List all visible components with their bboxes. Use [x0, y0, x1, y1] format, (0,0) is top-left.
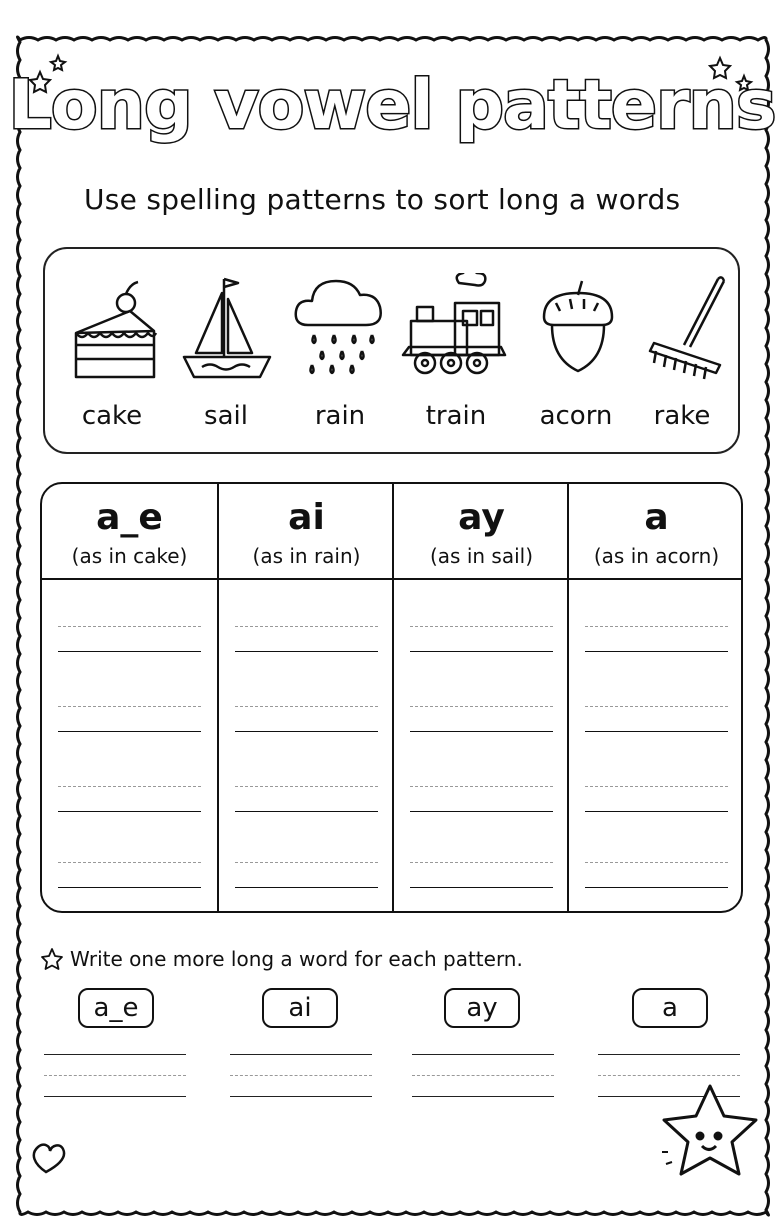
picture-card-rain	[285, 273, 395, 431]
column-ay	[392, 484, 569, 913]
pattern-label: a	[644, 497, 669, 538]
writing-line[interactable]	[410, 862, 553, 888]
page-subtitle: Use spelling patterns to sort long a words	[84, 183, 681, 216]
writing-line[interactable]	[58, 706, 201, 732]
writing-line[interactable]	[235, 862, 378, 888]
writing-line[interactable]	[585, 786, 728, 812]
pattern-chip-ai: ai	[262, 988, 338, 1028]
pattern-chip-a-e: a_e	[78, 988, 154, 1028]
pattern-label: ai	[288, 497, 325, 538]
rake-icon	[632, 273, 732, 383]
column-a	[567, 484, 743, 913]
pattern-label: ay	[458, 497, 505, 538]
writing-line[interactable]	[58, 786, 201, 812]
picture-card-cake	[57, 273, 167, 431]
rain-cloud-icon	[290, 273, 390, 383]
writing-line[interactable]	[235, 786, 378, 812]
picture-label-rain: rain	[314, 401, 366, 431]
pattern-chip-ay: ay	[444, 988, 520, 1028]
heart-icon	[34, 1145, 64, 1172]
picture-label-train: train	[425, 401, 487, 431]
picture-label-cake: cake	[81, 401, 143, 431]
writing-line[interactable]	[410, 626, 553, 652]
extension-instruction	[40, 947, 523, 971]
answer-line[interactable]	[44, 1054, 186, 1097]
column-header	[394, 484, 569, 580]
picture-bank	[43, 247, 740, 454]
train-icon	[401, 273, 511, 383]
acorn-icon	[526, 273, 626, 383]
sorting-table	[40, 482, 743, 913]
page-title: Long vowel patterns	[8, 66, 776, 145]
writing-line[interactable]	[585, 862, 728, 888]
pattern-example: (as in cake)	[71, 543, 188, 568]
smiling-star-icon	[652, 1080, 762, 1190]
column-header	[219, 484, 394, 580]
writing-line[interactable]	[235, 626, 378, 652]
picture-card-train	[401, 273, 511, 431]
column-ai	[217, 484, 394, 913]
picture-card-sail	[171, 273, 281, 431]
writing-line[interactable]	[235, 706, 378, 732]
writing-line[interactable]	[410, 706, 553, 732]
star-icon	[40, 947, 64, 971]
writing-line[interactable]	[410, 786, 553, 812]
writing-line[interactable]	[58, 626, 201, 652]
pattern-example: (as in sail)	[429, 543, 534, 568]
picture-label-rake: rake	[653, 401, 711, 431]
column-a-e	[42, 484, 217, 913]
picture-label-sail: sail	[204, 401, 248, 431]
answer-line[interactable]	[230, 1054, 372, 1097]
column-header	[569, 484, 743, 580]
writing-line[interactable]	[585, 706, 728, 732]
writing-line[interactable]	[585, 626, 728, 652]
pattern-example: (as in rain)	[252, 543, 361, 568]
answer-line[interactable]	[412, 1054, 554, 1097]
column-header	[42, 484, 217, 580]
sailboat-icon	[176, 273, 276, 383]
cake-slice-icon	[62, 273, 162, 383]
picture-label-acorn: acorn	[539, 401, 613, 431]
pattern-example: (as in acorn)	[593, 543, 720, 568]
pattern-chip-a: a	[632, 988, 708, 1028]
picture-card-acorn	[521, 273, 631, 431]
instruction-text: Write one more long a word for each pattern.	[70, 947, 523, 971]
picture-card-rake	[627, 273, 737, 431]
pattern-label: a_e	[96, 497, 163, 538]
writing-line[interactable]	[58, 862, 201, 888]
